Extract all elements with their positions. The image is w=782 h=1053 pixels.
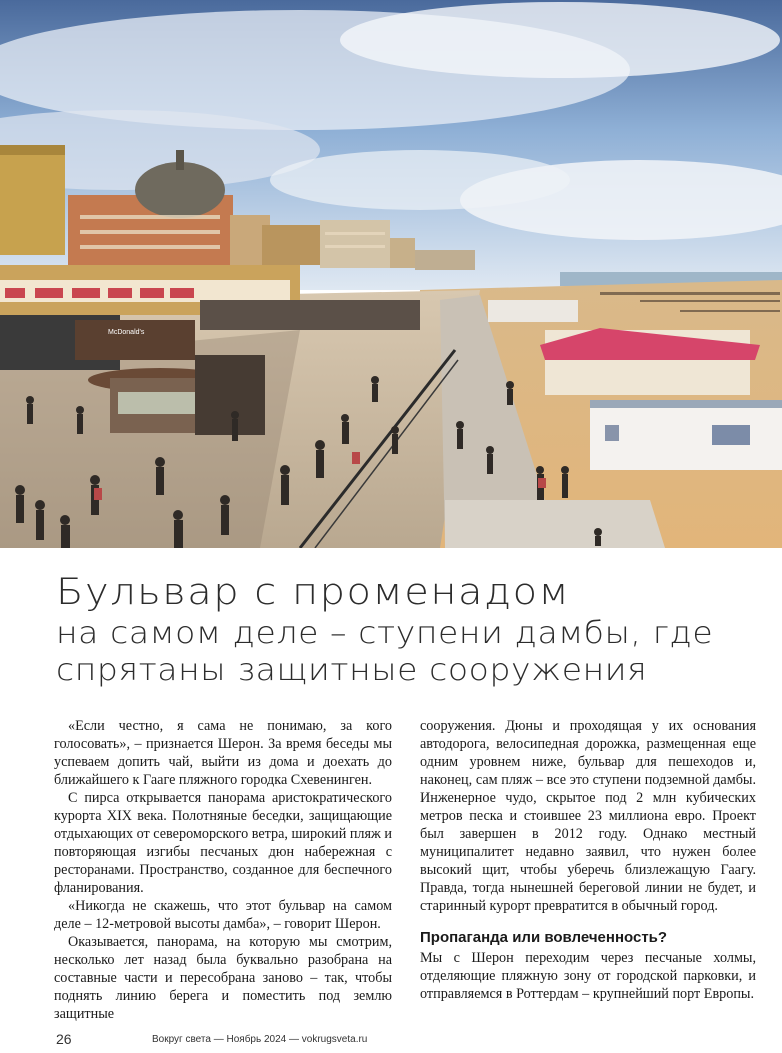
headline-line-1: Бульвар с променадом <box>56 570 571 614</box>
text-column-right <box>420 717 756 1003</box>
page-number: 26 <box>56 1031 72 1047</box>
mcdonalds-sign: McDonald's <box>108 329 145 336</box>
text-column-left <box>54 717 392 1023</box>
paragraph: «Никогда не скажешь, что этот бульвар на самом деле – 12-метровой высоты дамба», – говорит Шерон. <box>54 898 392 932</box>
article-headline <box>56 572 756 686</box>
paragraph: «Если честно, я сама не понимаю, за кого голосовать», – признается Шерон. За время беседы мы успеваем допить чай, выйти из дома и доехать до ближайшего к Гааге пляжного городка Схевенинген. <box>54 718 392 788</box>
section-subheading: Пропаганда или вовлеченность? <box>420 929 668 946</box>
headline-line-2: на самом деле – ступени дамбы, где <box>56 614 714 651</box>
headline-line-3: спрятаны защитные сооружения <box>56 651 648 688</box>
paragraph: Мы с Шерон переходим через песчаные холмы, отделяющие пляжную зону от городской парковки, и отправляемся в Роттердам – крупнейший порт Европы. <box>420 950 756 1002</box>
paragraph: Оказывается, панорама, на которую мы смотрим, несколько лет назад была буквально разобрана на составные части и пересобрана заново – так, чтобы поднять линию берега и поместить под землю защитные <box>54 934 392 1022</box>
paragraph: С пирса открывается панорама аристократического курорта XIX века. Полотняные беседки, защищающие отдыхающих от североморского ветра, широкий пляж и повторяющая изгибы песчаных дюн набережная с ресторанами. Пространство, созданное для беспечного фланирования. <box>54 790 392 896</box>
footer-credits: Вокруг света — Ноябрь 2024 — vokrugsveta.ru <box>152 1034 368 1045</box>
paragraph: сооружения. Дюны и проходящая у их основания автодорога, велосипедная дорожка, размещенная еще одним уровнем ниже, бульвар для пешеходов и, наконец, сам пляж – все это ступени подземной дамбы. Инженерное чудо, скрытое под 2 млн кубических метров песка и стоившее 23 миллиона евро. Проект был завершен в 2012 году. Однако местный муниципалитет недавно заявил, что нужен более высокий щит, чтобы уберечь близлежащую Гаагу. Правда, тогда нынешней береговой линии не будет, и старинный курорт превратится в обычный город. <box>420 718 756 914</box>
